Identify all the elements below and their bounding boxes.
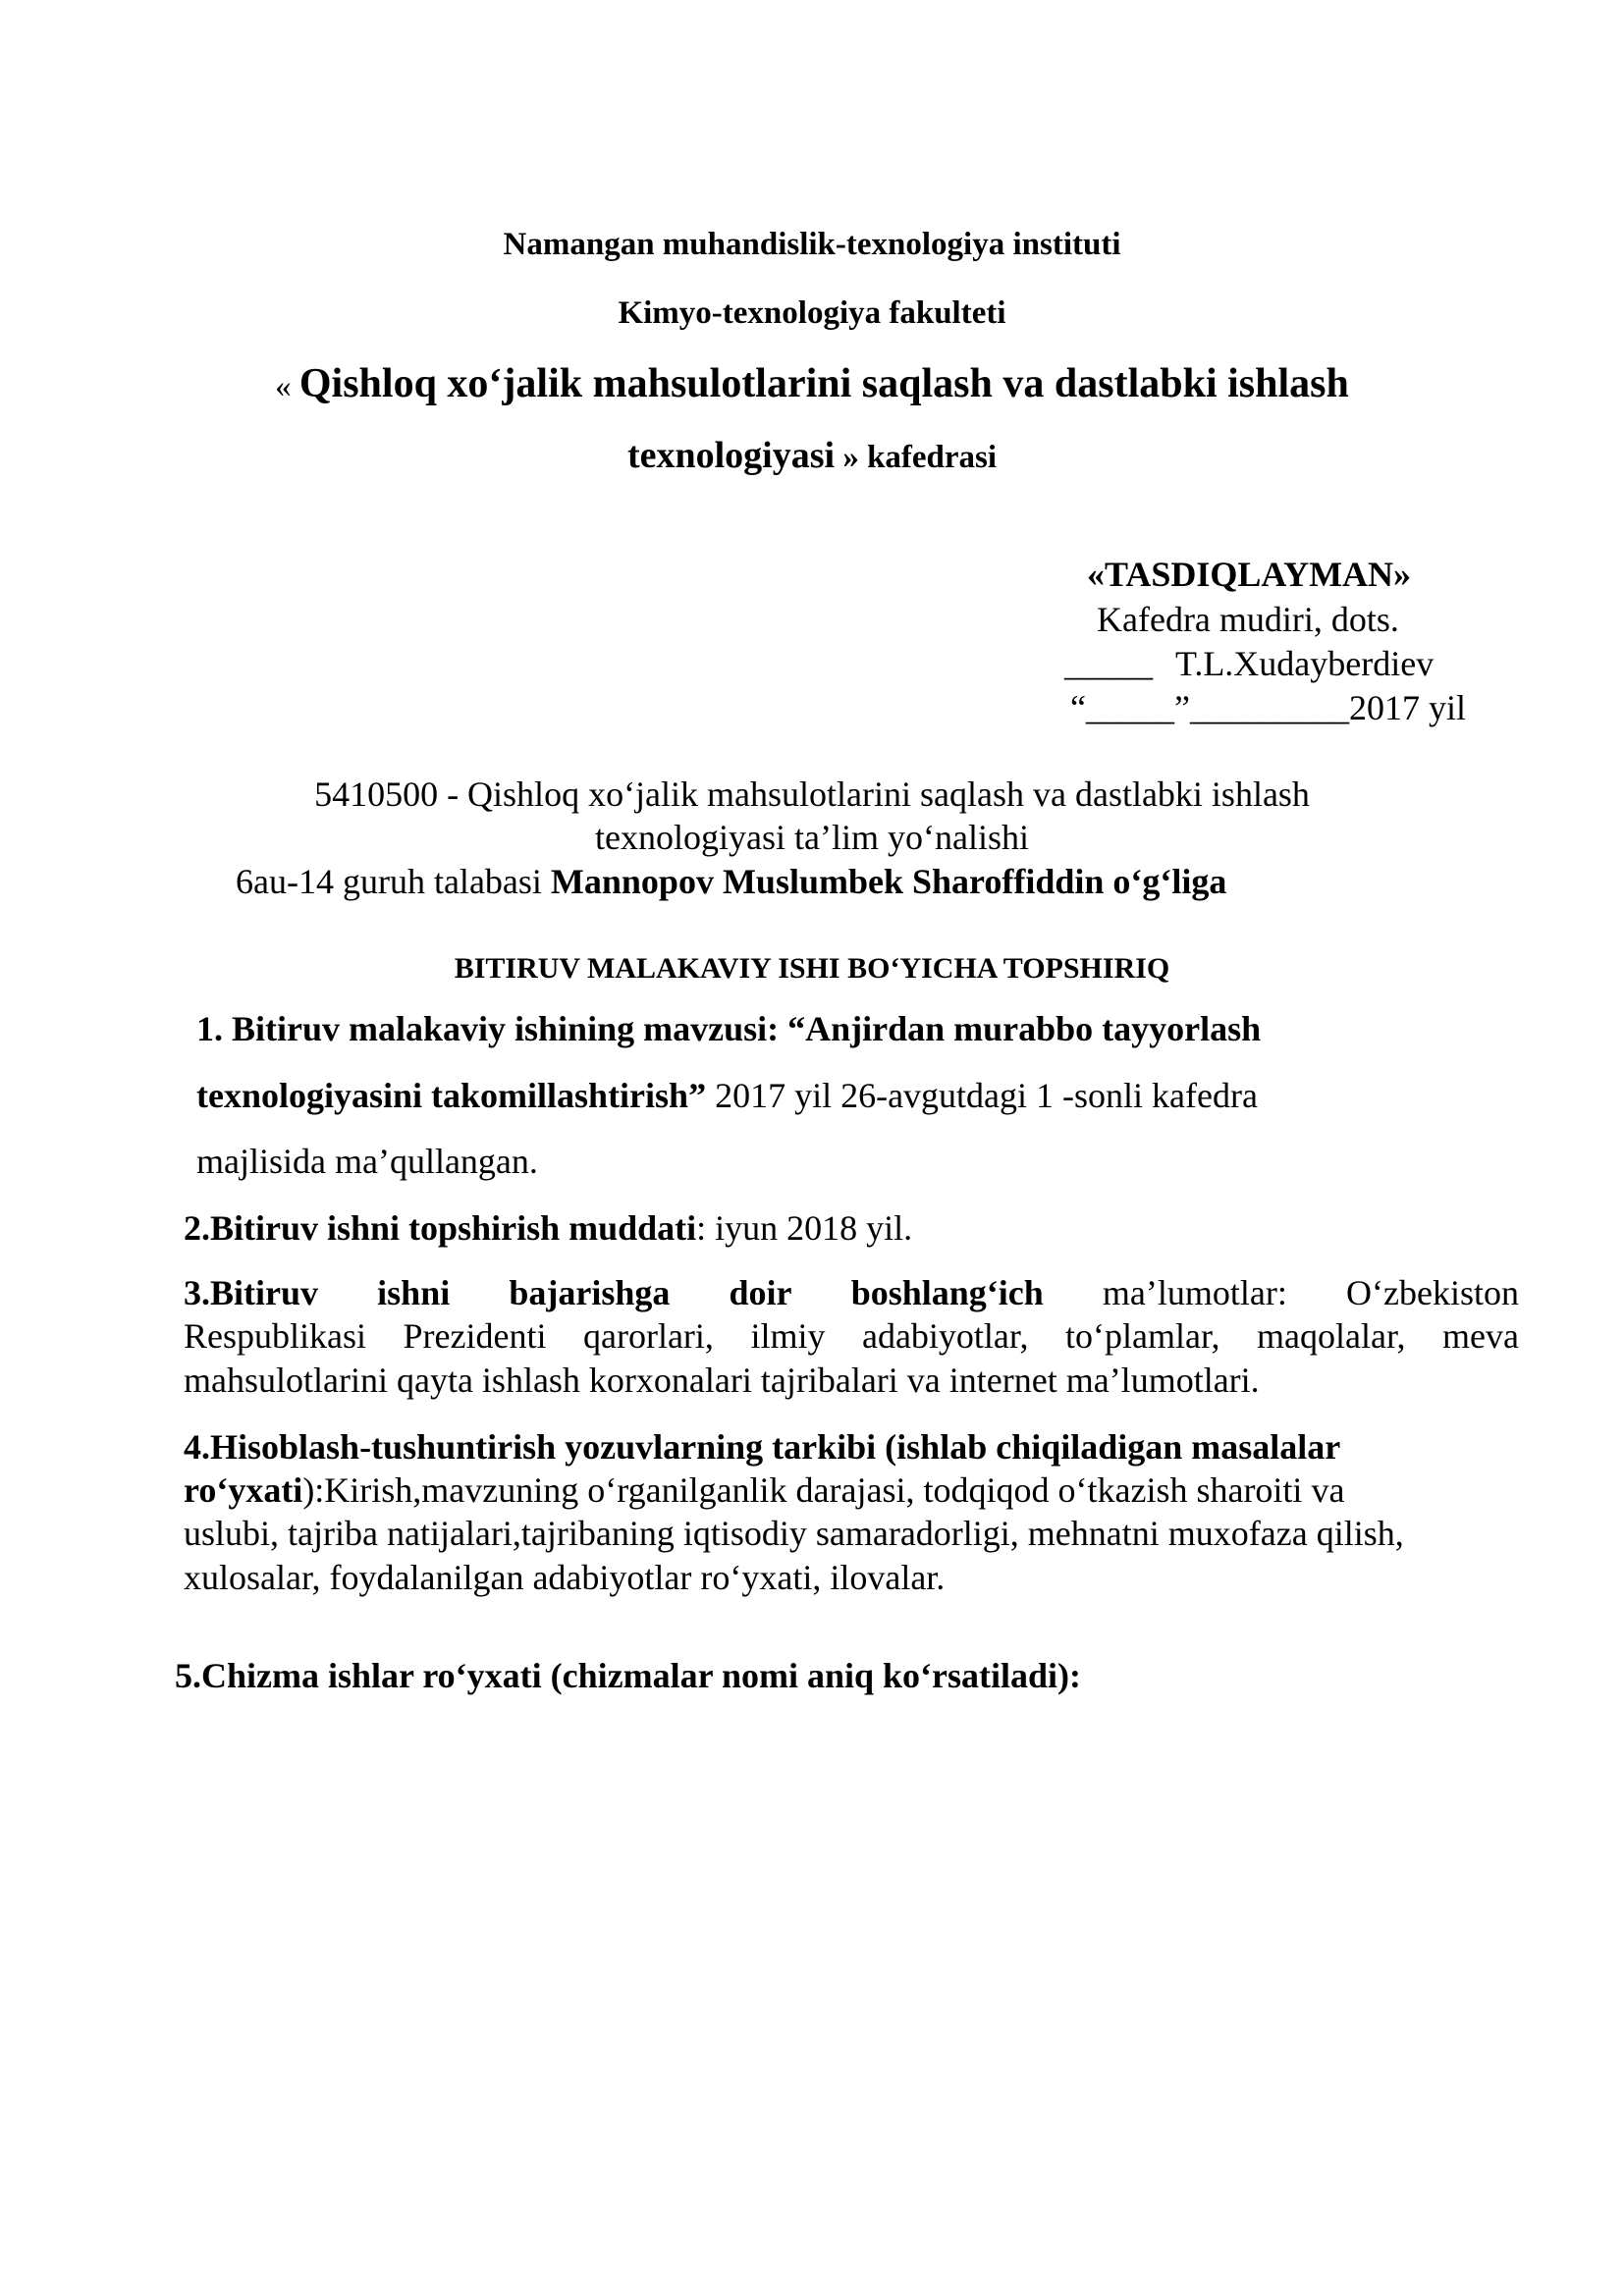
item3-word: meva — [1442, 1316, 1519, 1356]
item3-line-3: mahsulotlarini qayta ishlash korxonalari tajribalari va internet ma’lumotlari. — [184, 1361, 1260, 1400]
approval-title: «TASDIQLAYMAN» — [1087, 555, 1412, 594]
item3-word: maqolalar, — [1257, 1316, 1406, 1356]
item3-line-1 — [184, 1275, 1519, 1310]
student-name: Mannopov Muslumbek Sharoffiddin o‘g‘liga — [550, 862, 1227, 901]
item3-word: 3.Bitiruv — [184, 1273, 319, 1312]
department-name-part1: Qishloq xo‘jalik mahsulotlarini saqlash va dastlabki ishlash — [298, 361, 1349, 406]
item3-word: ma’lumotlar: — [1102, 1273, 1287, 1312]
item4-list-content: ):Kirish,mavzuning o‘rganilganlik darajasi, todqiqod o‘tkazish sharoiti va — [302, 1470, 1345, 1510]
item3-word: ilmiy — [750, 1316, 826, 1356]
item4-line-4: xulosalar, foydalanilgan adabiyotlar ro‘yxati, ilovalar. — [184, 1558, 946, 1597]
item3-word: to‘plamlar, — [1064, 1316, 1220, 1356]
approval-date: “_____”_________2017 yil — [1070, 688, 1466, 727]
item3-word: O‘zbekiston — [1346, 1273, 1519, 1312]
approval-signature — [1064, 646, 1434, 681]
item3-word: boshlang‘ich — [850, 1273, 1044, 1312]
student-line — [236, 864, 1226, 899]
item1-line-2 — [196, 1078, 1258, 1113]
item3-line-2 — [184, 1318, 1519, 1354]
institute-name: Namangan muhandislik-texnologiya instituti — [503, 227, 1121, 262]
item1-line-1: 1. Bitiruv malakaviy ishining mavzusi: “Anjirdan murabbo tayyorlash — [196, 1009, 1262, 1048]
item1-topic-end: texnologiyasini takomillashtirish” — [196, 1076, 707, 1115]
item3-word: doir — [729, 1273, 792, 1312]
item2-line — [184, 1210, 912, 1246]
department-line-2 — [0, 437, 1624, 474]
item3-word: Prezidenti — [403, 1316, 547, 1356]
item4-line-1: 4.Hisoblash-tushuntirish yozuvlarning tarkibi (ishlab chiqiladigan masalalar — [184, 1427, 1341, 1467]
item2-label: 2.Bitiruv ishni topshirish muddati — [184, 1208, 697, 1248]
department-suffix: » kafedrasi — [835, 440, 998, 475]
faculty-name: Kimyo-texnologiya fakulteti — [618, 295, 1006, 331]
item5-line: 5.Chizma ishlar ro‘yxati (chizmalar nomi aniq ko‘rsatiladi): — [175, 1656, 1081, 1695]
document-title: BITIRUV MALAKAVIY ISHI BO‘YICHA TOPSHIRIQ — [454, 952, 1170, 985]
direction-line-2: texnologiyasi ta’lim yo‘nalishi — [595, 818, 1029, 857]
signature-blank: _____ — [1064, 644, 1162, 683]
item2-value: : iyun 2018 yil. — [696, 1208, 913, 1248]
item3-word: ishni — [377, 1273, 451, 1312]
department-line-1 — [0, 363, 1624, 404]
item1-line-3: majlisida ma’qullangan. — [196, 1142, 538, 1181]
item3-word: qarorlari, — [582, 1316, 714, 1356]
department-name-part2: texnologiyasi — [626, 435, 836, 476]
approver-name: T.L.Xudayberdiev — [1175, 644, 1435, 683]
student-prefix: 6au-14 guruh talabasi — [236, 862, 551, 901]
item4-line-3: uslubi, tajriba natijalari,tajribaning iqtisodiy samaradorligi, mehnatni muxofaza qilish, — [184, 1514, 1404, 1553]
direction-line-1: 5410500 - Qishloq xo‘jalik mahsulotlarini saqlash va dastlabki ishlash — [314, 774, 1310, 814]
item4-list-label: ro‘yxati — [184, 1470, 303, 1510]
item4-line-2 — [184, 1472, 1344, 1508]
approval-position: Kafedra mudiri, dots. — [1097, 600, 1399, 639]
item3-word: bajarishga — [509, 1273, 671, 1312]
department-open-quote: « — [275, 369, 299, 404]
item1-approval-info: 2017 yil 26-avgutdagi 1 -sonli kafedra — [706, 1076, 1258, 1115]
item3-word: Respublikasi — [184, 1316, 366, 1356]
item3-word: adabiyotlar, — [861, 1316, 1029, 1356]
